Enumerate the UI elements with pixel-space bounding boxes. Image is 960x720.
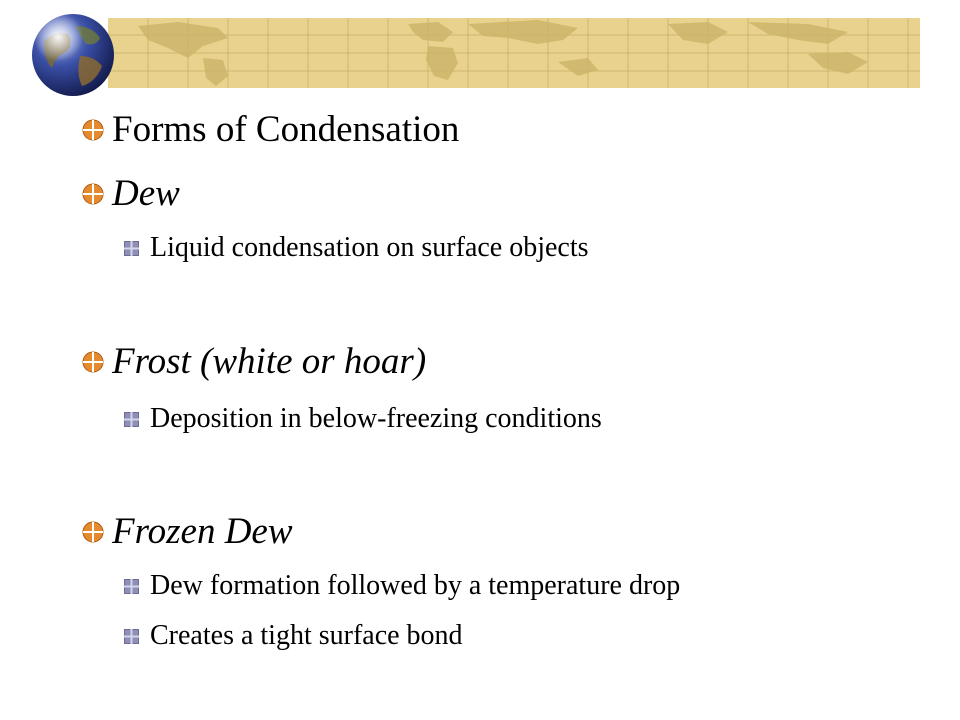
sub-item-tight-bond xyxy=(124,620,463,652)
orange-bullet-icon xyxy=(82,521,104,543)
globe-icon xyxy=(30,12,116,98)
bullet-text: Deposition in below-freezing conditions xyxy=(150,403,602,434)
square-bullet-icon xyxy=(124,629,139,644)
bullet-text: Dew xyxy=(112,173,180,214)
bullet-text: Frost (white or hoar) xyxy=(112,341,427,382)
bullet-text: Creates a tight surface bond xyxy=(150,620,463,651)
bullet-text: Dew formation followed by a temperature drop xyxy=(150,570,681,601)
heading-dew xyxy=(82,172,180,215)
square-bullet-icon xyxy=(124,412,139,427)
heading-frost xyxy=(82,340,426,383)
heading-frozen-dew xyxy=(82,510,293,553)
square-bullet-icon xyxy=(124,579,139,594)
square-bullet-icon xyxy=(124,241,139,256)
sub-item-deposition xyxy=(124,403,602,435)
sub-item-liquid-condensation xyxy=(124,232,589,264)
orange-bullet-icon xyxy=(82,119,104,141)
heading-forms-of-condensation xyxy=(82,108,459,151)
bullet-text: Forms of Condensation xyxy=(112,109,460,150)
bullet-text: Liquid condensation on surface objects xyxy=(150,232,589,263)
orange-bullet-icon xyxy=(82,183,104,205)
bullet-text: Frozen Dew xyxy=(112,511,293,552)
sub-item-dew-formation xyxy=(124,570,680,602)
orange-bullet-icon xyxy=(82,351,104,373)
world-map-banner xyxy=(108,18,920,88)
